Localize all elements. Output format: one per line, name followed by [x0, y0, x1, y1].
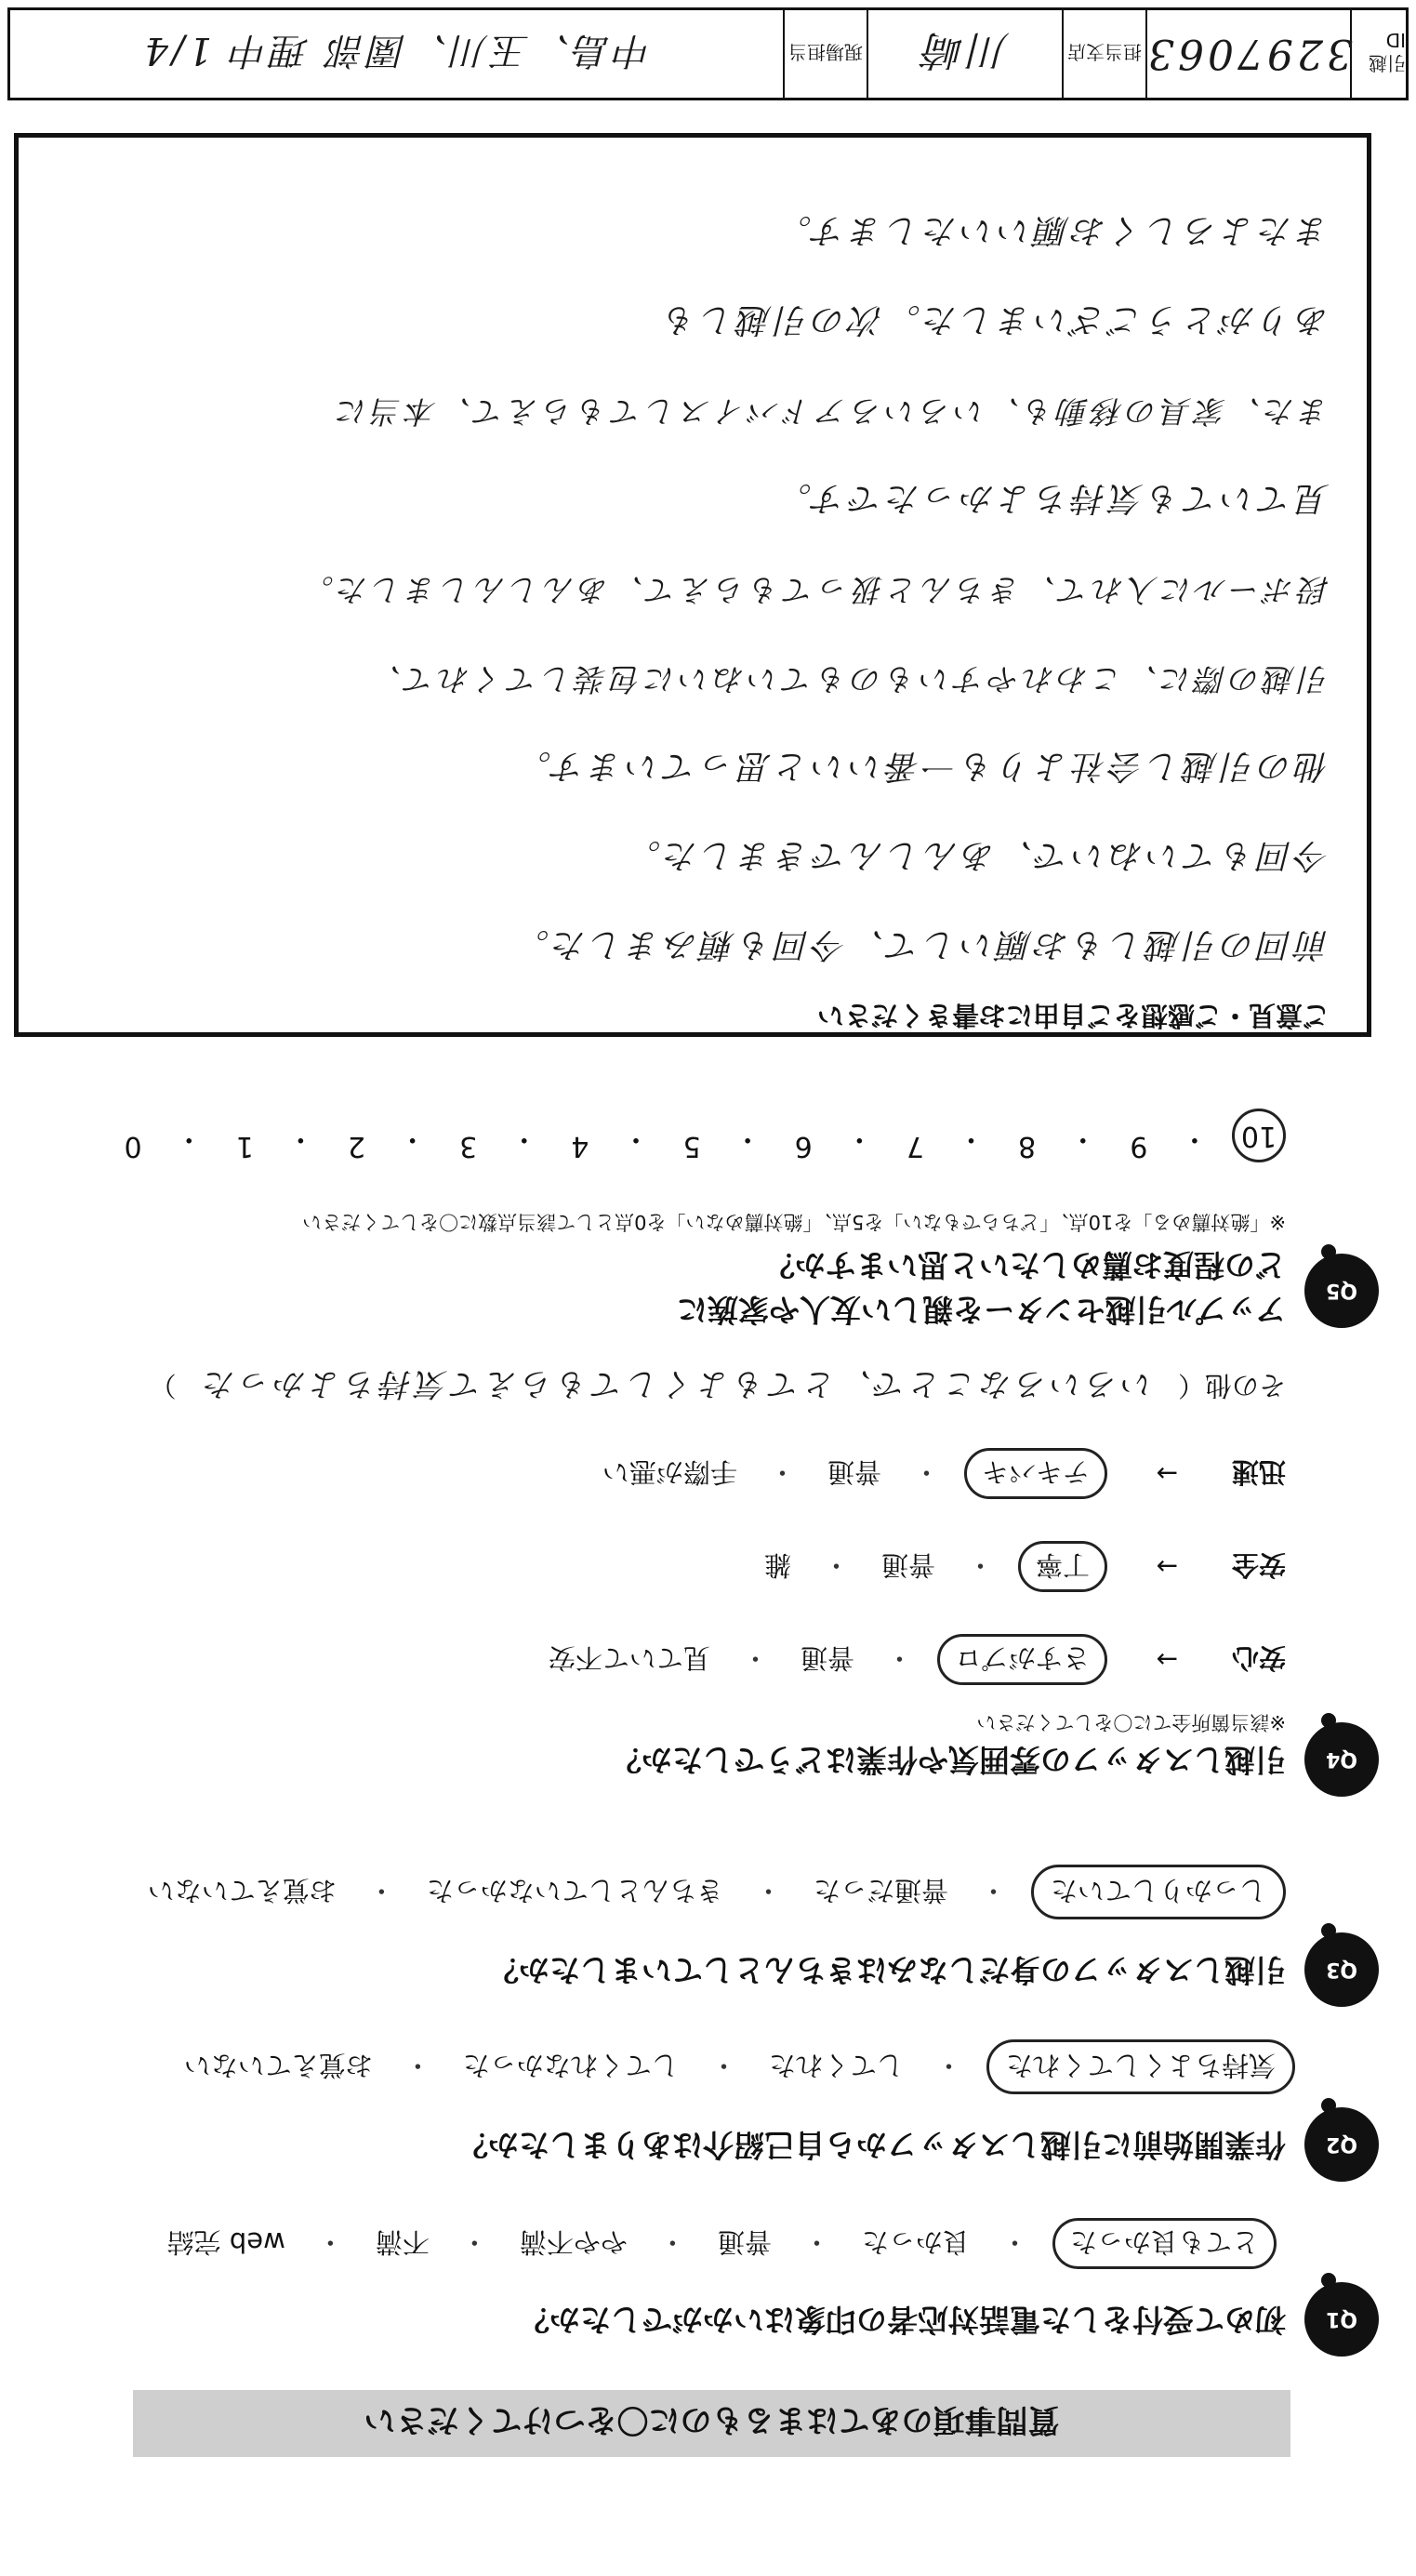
q4-row2-option-2[interactable]: 普通 [880, 1549, 935, 1581]
q4-other-label: その他（ [1177, 1370, 1286, 1401]
instruction-band [133, 2390, 1290, 2457]
separator: ・ [912, 1456, 940, 1488]
id-value: 3297063 [1145, 30, 1353, 78]
separator: ・ [957, 1122, 986, 1155]
separator: ・ [175, 1122, 204, 1155]
q3-question: 引越しスタッフの身だしなみはきちんとしていましたか？ [488, 1952, 1286, 1988]
leader-label: 現場担当 [788, 41, 863, 64]
comments-box[interactable] [14, 133, 1371, 1037]
separator: ・ [1000, 2226, 1028, 2258]
comments-title: ご意見・ご感想をご自由にお書きください [816, 1000, 1330, 1031]
separator: ・ [316, 2226, 344, 2258]
branch-value-cell [867, 10, 1062, 98]
arrow-icon: → [1156, 1458, 1178, 1489]
q5-score-9[interactable]: 9 [1130, 1130, 1148, 1162]
q2-question: 作業開始前に引越しスタッフから自己紹介はありましたか？ [457, 2127, 1286, 2163]
q4-row-label: 安全 [1231, 1549, 1286, 1581]
q5-score-5[interactable]: 5 [682, 1130, 701, 1162]
q1-option-2[interactable]: 良かった [861, 2226, 970, 2258]
q1-option-4[interactable]: やや不満 [519, 2226, 628, 2258]
q5-score-4[interactable]: 4 [571, 1130, 589, 1162]
q2-badge: Q2 [1304, 2107, 1379, 2182]
q1-option-3[interactable]: 普通 [717, 2226, 772, 2258]
separator: ・ [885, 1642, 913, 1674]
q4-question: 引越しスタッフの雰囲気や作業はどうでしたか？ [611, 1742, 1286, 1778]
q3-option-4[interactable]: お覚えていない [147, 1875, 337, 1906]
separator: ・ [1068, 1122, 1097, 1155]
q2-options [177, 2039, 1295, 2094]
q5-score-1[interactable]: 1 [235, 1130, 254, 1162]
q4-row2-option-3[interactable]: 雑 [763, 1549, 791, 1581]
q4-other-handwriting[interactable]: いろいろなことで、とてもよくしてもらえて気持ちよかった [200, 1365, 1154, 1402]
id-label: 引越ID [1369, 29, 1406, 75]
q1-options [160, 2218, 1277, 2269]
q3-option-3[interactable]: きちんとしていなかった [426, 1875, 723, 1906]
q4-row1-option-3[interactable]: 見ていて不安 [548, 1642, 710, 1674]
separator: ・ [460, 2226, 488, 2258]
q4-badge: Q4 [1304, 1722, 1379, 1797]
q4-row1-option-1[interactable]: さすがプロ [937, 1634, 1107, 1685]
q3-options [140, 1865, 1286, 1919]
comment-line: 引越の際に、こわれやすいものもていねいに包装してくれて、 [366, 661, 1330, 697]
q5-note: ※「絶対薦める」を10点、「どちらでもない」を5点、「絶対薦めない」を0点として該当点数に〇をしてください [302, 1211, 1286, 1233]
id-label-cell [1350, 10, 1406, 98]
q1-option-1[interactable]: とても良かった [1052, 2218, 1277, 2269]
separator: ・ [286, 1122, 315, 1155]
separator: ・ [621, 1122, 650, 1155]
separator: ・ [398, 1122, 427, 1155]
q3-option-1[interactable]: しっかりしていた [1031, 1865, 1286, 1919]
q2-option-1[interactable]: 気持ちよくしてくれた [986, 2039, 1295, 2094]
q2-option-2[interactable]: してくれた [768, 2050, 904, 2081]
separator: ・ [934, 2050, 962, 2081]
q4-row-1 [541, 1634, 1286, 1685]
q4-other-row [77, 1364, 1286, 1410]
separator: ・ [979, 1875, 1007, 1906]
q5-score-0[interactable]: 0 [124, 1130, 142, 1162]
arrow-icon: → [1156, 1644, 1178, 1675]
separator: ・ [709, 2050, 737, 2081]
q1-option-6[interactable]: web 完結 [166, 2226, 285, 2258]
q4-row3-option-1[interactable]: テキパキ [964, 1448, 1107, 1499]
q4-row-label: 迅速 [1231, 1456, 1286, 1488]
arrow-icon: → [1156, 1551, 1178, 1582]
q4-row1-option-2[interactable]: 普通 [800, 1642, 854, 1674]
q3-badge: Q3 [1304, 1932, 1379, 2007]
comment-line: 段ボールに入れて、きちんと扱ってもらえて、あんしんしました。 [298, 572, 1330, 608]
id-value-cell [1145, 10, 1353, 98]
comment-line: またよろしくお願いいたします。 [774, 211, 1330, 249]
instruction-text: 質問事項のあてはまるものに〇をつけてください [364, 2401, 1060, 2439]
separator: ・ [1180, 1122, 1209, 1155]
q4-row-3 [595, 1448, 1286, 1499]
separator: ・ [404, 2050, 431, 2081]
branch-label-cell [1062, 10, 1145, 98]
q1-badge: Q1 [1304, 2282, 1379, 2357]
q4-row-2 [757, 1541, 1286, 1592]
q5-score-8[interactable]: 8 [1018, 1130, 1037, 1162]
q1-option-5[interactable]: 不満 [375, 2226, 430, 2258]
q2-option-4[interactable]: お覚えていない [183, 2050, 373, 2081]
branch-value: 川崎 [920, 26, 1010, 73]
q5-question-line1: アップル引越センターを親しい友人や家族に [676, 1292, 1286, 1328]
q4-row2-option-1[interactable]: 丁寧 [1018, 1541, 1107, 1592]
separator: ・ [734, 1122, 762, 1155]
separator: ・ [845, 1122, 874, 1155]
q4-note: ※該当箇所全てに〇をしてください [976, 1711, 1286, 1733]
separator: ・ [367, 1875, 395, 1906]
q4-row-label: 安心 [1231, 1642, 1286, 1674]
q4-row3-option-3[interactable]: 手際が悪い [602, 1456, 737, 1488]
separator: ・ [658, 2226, 686, 2258]
q1-question: 初めて受付をした電話対応者の印象はいかがでしたか？ [519, 2302, 1286, 2338]
leader-label-cell [783, 10, 867, 98]
branch-label: 担当支店 [1067, 41, 1142, 64]
separator: ・ [768, 1456, 796, 1488]
separator: ・ [741, 1642, 769, 1674]
q5-score-2[interactable]: 2 [347, 1130, 366, 1162]
comment-line: 前回の引越しもお願いして、今回も頼みました。 [511, 925, 1330, 963]
q2-option-3[interactable]: してくれなかった [462, 2050, 679, 2081]
q5-score-7[interactable]: 7 [906, 1130, 924, 1162]
comment-line: 見ていても気持ちよかったです。 [774, 479, 1330, 517]
q5-scale [114, 1109, 1286, 1162]
q5-score-3[interactable]: 3 [459, 1130, 478, 1162]
comment-line: 今回もていねいで、あんしんできました。 [623, 836, 1330, 874]
comment-line: ありがとうございました。次の引越しも [659, 300, 1330, 339]
q3-option-2[interactable]: 普通だった [813, 1875, 948, 1906]
separator: ・ [802, 2226, 830, 2258]
comment-line: また、家具の移動も、いろいろアドバイスしてもらえて、本当に [333, 393, 1330, 430]
separator: ・ [822, 1549, 850, 1581]
separator: ・ [966, 1549, 994, 1581]
separator: ・ [509, 1122, 538, 1155]
q4-other-close: ） [149, 1370, 177, 1401]
q5-badge: Q5 [1304, 1254, 1379, 1328]
q5-question-line2: どの程度お薦めしたいと思いますか？ [764, 1247, 1286, 1283]
q4-row3-option-2[interactable]: 普通 [827, 1456, 881, 1488]
separator: ・ [754, 1875, 782, 1906]
q5-score-6[interactable]: 6 [794, 1130, 813, 1162]
leader-value-cell [10, 10, 783, 98]
q5-score-10[interactable]: 10 [1232, 1109, 1286, 1162]
comment-line: 他の引越し会社よりも一番いいと思っています。 [513, 747, 1330, 785]
leader-value: 中島、玉川、園部 理中 1/4 [140, 29, 653, 73]
header-table [7, 7, 1409, 100]
